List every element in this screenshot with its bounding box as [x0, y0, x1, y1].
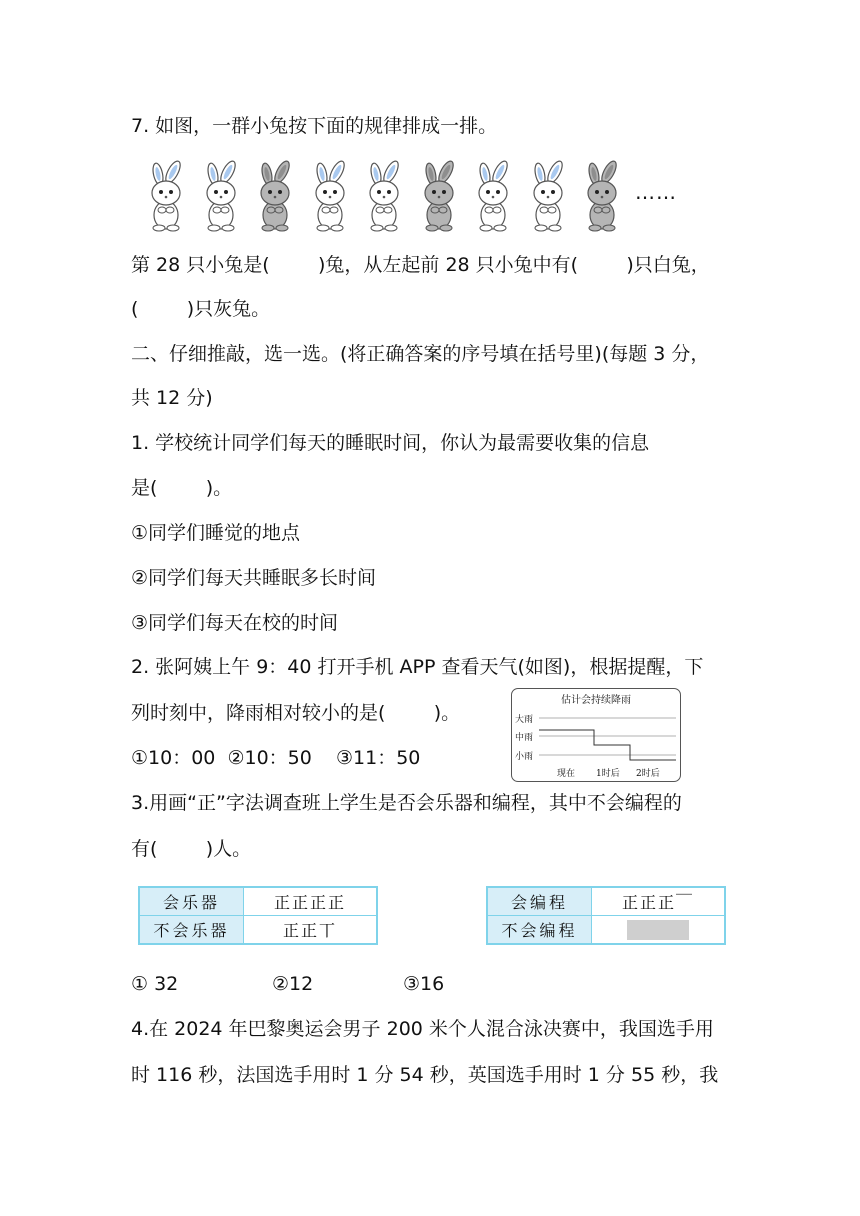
weather-forecast-card — [511, 688, 681, 782]
table-row — [139, 916, 377, 945]
level-heavy: 大雨 — [515, 715, 534, 725]
white-rabbit-icon — [142, 160, 190, 232]
q3-line2: 有( )人。 — [131, 838, 252, 860]
q1-line1: 1. 学校统计同学们每天的睡眠时间，你认为最需要收集的信息 — [131, 432, 650, 454]
ellipsis: …… — [635, 180, 677, 204]
time-2h: 2时后 — [636, 769, 660, 779]
section2-line2: 共 12 分) — [131, 387, 213, 409]
q3-option-1: ① 32 — [131, 973, 179, 995]
table-row — [139, 887, 377, 916]
tally-value: 正正正￣ — [592, 887, 726, 916]
q4-line2: 时 116 秒，法国选手用时 1 分 54 秒，英国选手用时 1 分 55 秒，我 — [131, 1064, 719, 1086]
white-rabbit-icon — [469, 160, 517, 232]
rainfall-line — [539, 730, 676, 760]
hidden-tally-cell — [592, 916, 726, 945]
covered-value-box — [627, 920, 689, 940]
q1-option-3: ③同学们每天在校的时间 — [131, 612, 339, 634]
rabbit-row — [142, 160, 702, 232]
tally-value: 正正正正 — [244, 887, 378, 916]
gray-rabbit-icon — [251, 160, 299, 232]
q2-options: ①10：00 ②10：50 ③11：50 — [131, 747, 421, 769]
q2-line1: 2. 张阿姨上午 9：40 打开手机 APP 查看天气(如图)，根据提醒，下 — [131, 656, 704, 678]
table-row — [487, 916, 725, 945]
q3-option-2: ②12 — [272, 973, 314, 995]
table-row — [487, 887, 725, 916]
white-rabbit-icon — [306, 160, 354, 232]
q7-line1: 第 28 只小兔是( )兔，从左起前 28 只小兔中有( )只白兔， — [131, 254, 710, 276]
time-1h: 1时后 — [596, 769, 620, 779]
time-now: 现在 — [557, 769, 576, 779]
row-label: 会乐器 — [139, 887, 244, 916]
level-medium: 中雨 — [515, 733, 534, 743]
programming-tally-table — [486, 886, 726, 945]
level-light: 小雨 — [515, 752, 534, 762]
row-label: 会编程 — [487, 887, 592, 916]
q1-line2: 是( )。 — [131, 477, 233, 499]
instrument-tally-table — [138, 886, 378, 945]
q7-intro: 7. 如图，一群小兔按下面的规律排成一排。 — [131, 115, 498, 137]
q1-option-2: ②同学们每天共睡眠多长时间 — [131, 567, 377, 589]
row-label: 不会乐器 — [139, 916, 244, 945]
white-rabbit-icon — [360, 160, 408, 232]
q2-line2: 列时刻中，降雨相对较小的是( )。 — [131, 702, 461, 724]
q4-line1: 4.在 2024 年巴黎奥运会男子 200 米个人混合泳决赛中，我国选手用 — [131, 1018, 714, 1040]
gray-rabbit-icon — [578, 160, 626, 232]
q7-line2: ( )只灰兔。 — [131, 298, 271, 320]
q3-option-3: ③16 — [403, 973, 445, 995]
row-label: 不会编程 — [487, 916, 592, 945]
weather-title: 估计会持续降雨 — [561, 695, 631, 706]
gray-rabbit-icon — [415, 160, 463, 232]
white-rabbit-icon — [197, 160, 245, 232]
q1-option-1: ①同学们睡觉的地点 — [131, 522, 301, 544]
section2-line1: 二、仔细推敲，选一选。(将正确答案的序号填在括号里)(每题 3 分， — [131, 343, 710, 365]
q3-line1: 3.用画“正”字法调查班上学生是否会乐器和编程，其中不会编程的 — [131, 792, 682, 814]
tally-value: 正正丅 — [244, 916, 378, 945]
white-rabbit-icon — [524, 160, 572, 232]
